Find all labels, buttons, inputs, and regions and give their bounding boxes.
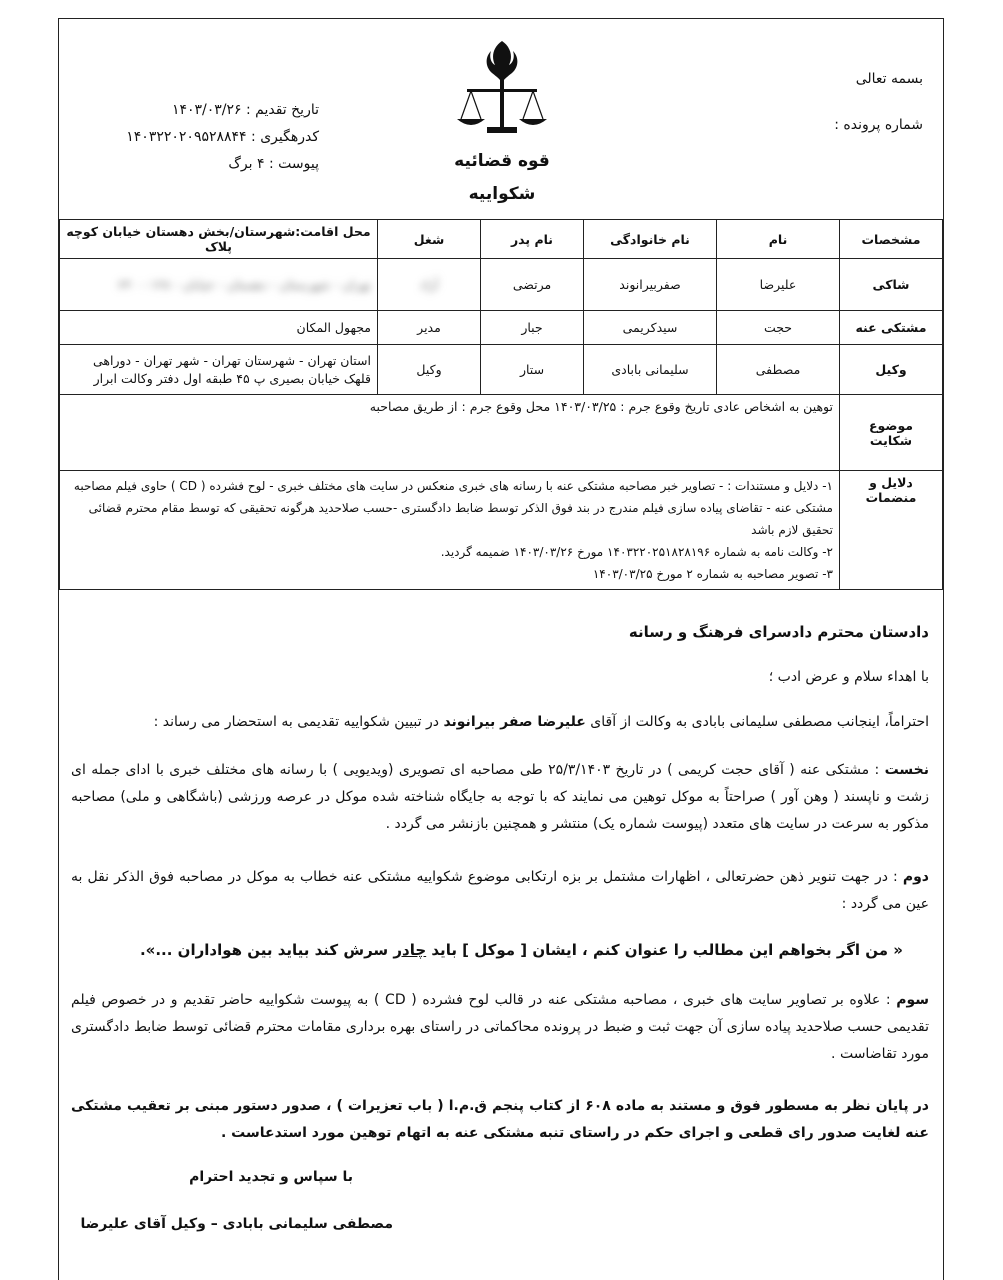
subject-label: موضوع شکایت (840, 395, 943, 471)
letter-intro (71, 709, 929, 736)
evidence-list (60, 471, 840, 590)
paragraph-second (71, 864, 929, 918)
attachment-count: پیوست : ۴ برگ (228, 156, 319, 172)
job-cell: آزاد (378, 259, 481, 311)
address-cell: مجهول المکان (60, 311, 378, 345)
file-number-label: شماره پرونده : (834, 117, 923, 133)
table-row (60, 311, 943, 345)
complaint-document (58, 18, 944, 1280)
address-cell: استان تهران - شهرستان تهران - شهر تهران - دوراهی قلهک خیابان بصیری پ ۴۵ طبقه اول دفتر وکالت ابرار (60, 345, 378, 395)
quote-text: « من اگر بخواهم این مطالب را عنوان کنم ، ایشان [ موکل ] باید (426, 941, 903, 959)
first-name-cell: مصطفی (717, 345, 840, 395)
first-name-cell: علیرضا (717, 259, 840, 311)
paragraph-third (71, 987, 929, 1068)
father-name-cell: مرتضی (481, 259, 584, 311)
first-name-cell: حجت (717, 311, 840, 345)
organization-name: قوه قضائیه (454, 151, 550, 171)
header-right (834, 71, 923, 163)
paragraph-text: : در جهت تنویر ذهن حضرتعالی ، اظهارات مشتمل بر بزه ارتکابی موضوع شکواییه مشتکی عنه خطاب به موکل در مصاحبه فوق الذکر نقل به عین می گردد : (71, 869, 929, 912)
paragraph-text: : علاوه بر تصاویر سایت های خبری ، مصاحبه مشتکی عنه در قالب لوح فشرده ( CD ) به پیوست شکواییه حاضر تقدیم و در خصوص فیلم تقدیمی حسب صلاحدید پیاده سازی آن جهت ثبت و ضبط در پرونده محاکماتی در راستای بهره برداری مقامات محترم قضائی توسط ضابط دادگستری مورد تقاضاست . (71, 992, 929, 1062)
submit-date: تاریخ تقدیم : ۱۴۰۳/۰۳/۲۶ (171, 102, 319, 118)
evidence-item: ۲- وکالت نامه به شماره ۱۴۰۳۲۲۰۲۵۱۸۲۸۱۹۶ مورخ ۱۴۰۳/۰۳/۲۶ ضمیمه گردید. (440, 545, 833, 559)
thanks-line: با سپاس و تجدید احترام (189, 1169, 353, 1185)
job-cell: مدیر (378, 311, 481, 345)
role-cell: وکیل (840, 345, 943, 395)
last-name-cell: سلیمانی بابادی (584, 345, 717, 395)
evidence-row (60, 471, 943, 590)
paragraph-first (71, 757, 929, 838)
document-title: شکواییه (468, 184, 536, 204)
header-cell: شغل (378, 220, 481, 259)
letter-greeting: با اهداء سلام و عرض ادب ؛ (768, 669, 929, 685)
quote-text: سرش کند بیاید بین هواداران ...». (139, 941, 394, 959)
parties-table (59, 219, 943, 590)
evidence-label: دلایل و منضمات (840, 471, 943, 590)
subject-value: توهین به اشخاص عادی تاریخ وقوع جرم : ۱۴۰۳/۰۳/۲۵ محل وقوع جرم : از طریق مصاحبه (60, 395, 840, 471)
paragraph-text: : مشتکی عنه ( آقای حجت کریمی ) در تاریخ ۲۵/۳/۱۴۰۳ طی مصاحبه ای تصویری (ویدیویی ) با رسانه های مختلف خبری با ادای جمله ای زشت و ناپسند ( وهن آور ) صراحتاً به موکل توهین می نمایند که با توجه به جایگاه شناخته شده موکل در عرصه ورزشی (باشگاهی و ملی) مصاحبه مذکور به سرعت در سایت های متعدد (پیوست شماره یک) منتشر و همچنین بازنشر می گردد . (71, 762, 929, 832)
besmeh-text: بسمه تعالی (855, 71, 923, 87)
role-cell: مشتکی عنه (840, 311, 943, 345)
job-cell: وکیل (378, 345, 481, 395)
role-cell: شاکی (840, 259, 943, 311)
paragraph-label: دوم (902, 869, 929, 885)
table-row (60, 345, 943, 395)
father-name-cell: جبار (481, 311, 584, 345)
evidence-item: ۳- تصویر مصاحبه به شماره ۲ مورخ ۱۴۰۳/۰۳/۲۵ (592, 567, 833, 581)
header-cell: مشخصات (840, 220, 943, 259)
client-name: علیرضا صفر بیرانوند (443, 714, 586, 730)
paragraph-label: سوم (896, 992, 930, 1008)
letter-addressee: دادستان محترم دادسرای فرهنگ و رسانه (628, 623, 929, 641)
tracking-code: کدرهگیری : ۱۴۰۳۲۲۰۲۰۹۵۲۸۸۴۴ (126, 129, 319, 145)
evidence-item: ۱- دلایل و مستندات : - تصاویر خبر مصاحبه مشتکی عنه با رسانه های خبری منعکس در سایت های مختلف خبری - لوح فشرده ( CD ) حاوی فیلم مصاحبه مشتکی عنه - تقاضای پیاده سازی فیلم مندرج در بند فوق الذکر توسط ضابط دادگستری -حسب صلاحدید هرگونه تحقیقی که توسط مقام محترم قضائی تحقیق لازم باشد (73, 479, 833, 537)
judiciary-emblem-icon (447, 35, 557, 145)
paragraph-label: نخست (884, 762, 929, 778)
signature-line: مصطفی سلیمانی بابادی – وکیل آقای علیرضا (80, 1216, 393, 1232)
intro-text: احتراماً، اینجانب مصطفی سلیمانی بابادی به وکالت از آقای (585, 714, 929, 730)
subject-row (60, 395, 943, 471)
quote-underlined: چادر (393, 941, 427, 959)
last-name-cell: سیدکریمی (584, 311, 717, 345)
last-name-cell: صفربیرانوند (584, 259, 717, 311)
quoted-statement (45, 937, 903, 964)
intro-text: در تبیین شکواییه تقدیمی به استحضار می رساند : (153, 714, 444, 730)
header-cell: نام (717, 220, 840, 259)
address-cell: تهران - شهرستان - دهستان - خیابان - ۱۲۸ - ۶۴۰ (60, 259, 378, 311)
table-header-row (60, 220, 943, 259)
header-cell: نام خانوادگی (584, 220, 717, 259)
father-name-cell: ستار (481, 345, 584, 395)
header-cell: محل اقامت:شهرستان/بخش دهستان خیابان کوچه پلاک (60, 220, 378, 259)
paragraph-closing: در پایان نظر به مسطور فوق و مستند به ماده ۶۰۸ از کتاب پنجم ق.م.ا ( باب تعزیرات ) ، صدور دستور مبنی بر تعقیب مشتکی عنه لغایت صدور رای قطعی و اجرای حکم در راستای تنبه مشتکی عنه به اتهام توهین مورد استدعاست . (71, 1098, 929, 1141)
table-row (60, 259, 943, 311)
header-cell: نام پدر (481, 220, 584, 259)
